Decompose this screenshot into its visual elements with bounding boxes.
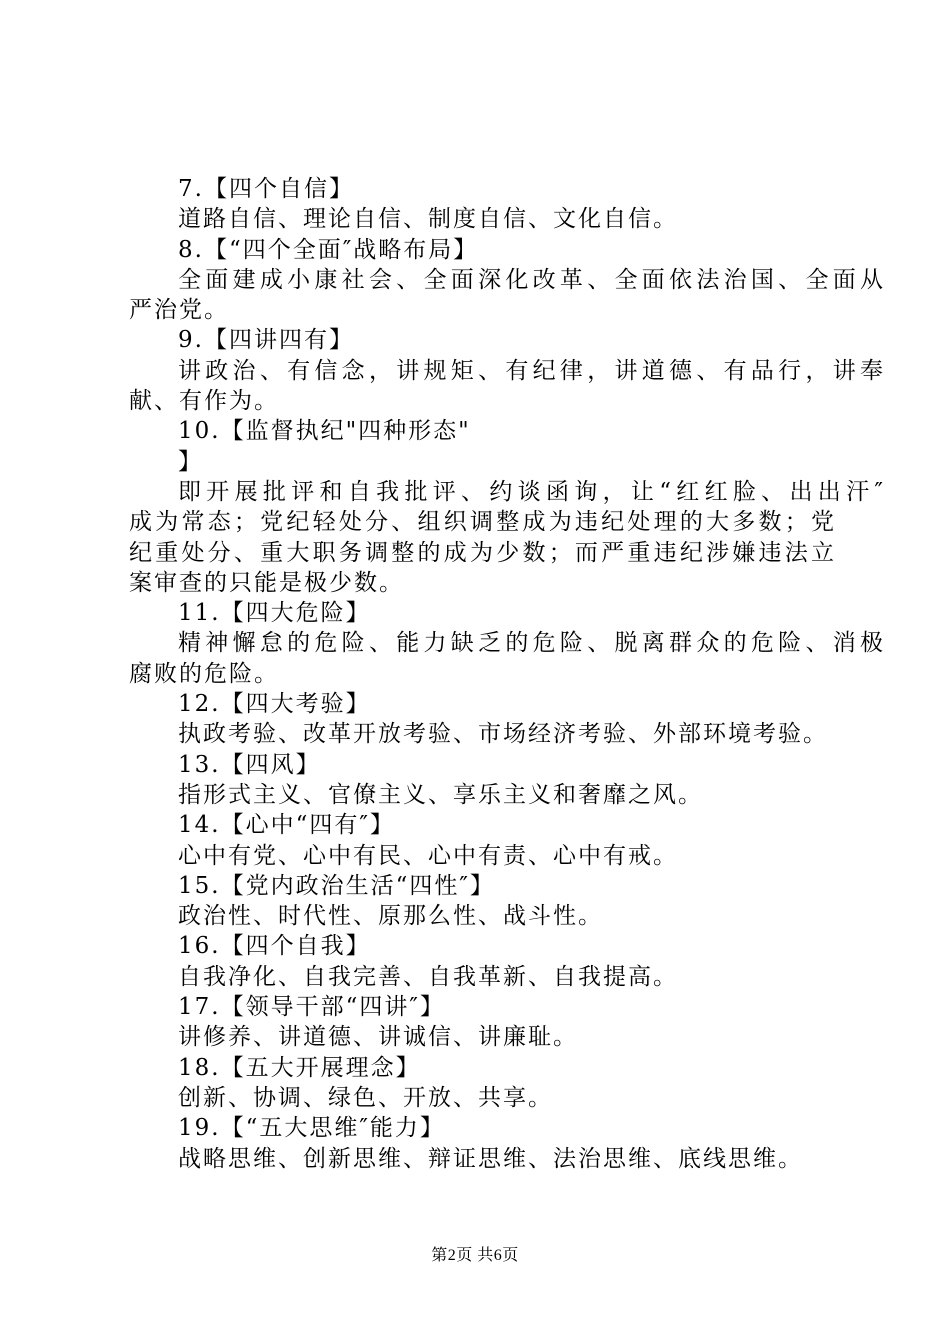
- item-title: 18.【五大开展理念】: [178, 1054, 421, 1081]
- item-body-text: 成为常态；党纪轻处分、组织调整成为违纪处理的大多数；党: [129, 509, 835, 536]
- item-title: 17.【领导干部“四讲″】: [178, 994, 445, 1021]
- item-title: 16.【四个自我】: [178, 933, 371, 960]
- item-body: [0, 265, 950, 295]
- item-title: 7.【四个自信】: [178, 176, 354, 202]
- item-title: 10.【监督执纪"四种形态": [178, 418, 471, 445]
- item-body: 自我净化、自我完善、自我革新、自我提高。: [178, 963, 678, 990]
- item-body: 讲修养、讲道德、讲诚信、讲廉耻。: [178, 1024, 578, 1051]
- item-title: 8.【“四个全面″战略布局】: [178, 236, 479, 263]
- page-footer: 第2页 共6页: [431, 1247, 519, 1264]
- item-body: 道路自信、理论自信、制度自信、文化自信。: [178, 206, 678, 233]
- item-title: 14.【心中“四有″】: [178, 812, 395, 839]
- item-body: 指形式主义、官僚主义、享乐主义和奢靡之风。: [178, 781, 703, 808]
- item-body: [0, 538, 950, 568]
- item-body-text: 即开展批评和自我批评、约谈函询，让“红红脸、出出汗″: [178, 478, 884, 505]
- item-title: 9.【四讲四有】: [178, 327, 354, 354]
- item-body: [0, 477, 950, 507]
- item-body: [0, 628, 950, 658]
- item-body: 献、有作为。: [129, 388, 279, 415]
- item-body: 心中有党、心中有民、心中有责、心中有戒。: [178, 842, 678, 869]
- item-body-text: 全面建成小康社会、全面深化改革、全面依法治国、全面从: [178, 266, 884, 293]
- item-title: 】: [178, 448, 203, 475]
- item-body: 严治党。: [129, 297, 229, 324]
- item-title: 15.【党内政治生活“四性″】: [178, 872, 495, 899]
- item-body: 腐败的危险。: [129, 660, 279, 687]
- item-title: 19.【“五大思维″能力】: [178, 1115, 445, 1142]
- item-title: 11.【四大危险】: [178, 600, 371, 627]
- item-title: 13.【四风】: [178, 751, 321, 778]
- item-body: 案审查的只能是极少数。: [129, 569, 404, 596]
- item-body-text: 讲政治、有信念，讲规矩、有纪律，讲道德、有品行，讲奉: [178, 357, 884, 384]
- item-body: 政治性、时代性、原那么性、战斗性。: [178, 903, 603, 930]
- item-body: [0, 356, 950, 386]
- item-body: 创新、协调、绿色、开放、共享。: [178, 1084, 553, 1111]
- item-body: 执政考验、改革开放考验、市场经济考验、外部环境考验。: [178, 721, 828, 748]
- item-title: 12.【四大考验】: [178, 691, 371, 718]
- item-body: [0, 507, 950, 537]
- document-body: [0, 174, 950, 1174]
- item-body-text: 精神懈怠的危险、能力缺乏的危险、脱离群众的危险、消极: [178, 630, 884, 657]
- item-body-text: 纪重处分、重大职务调整的成为少数；而严重违纪涉嫌违法立: [129, 539, 835, 566]
- item-body: 战略思维、创新思维、辩证思维、法治思维、底线思维。: [178, 1145, 803, 1172]
